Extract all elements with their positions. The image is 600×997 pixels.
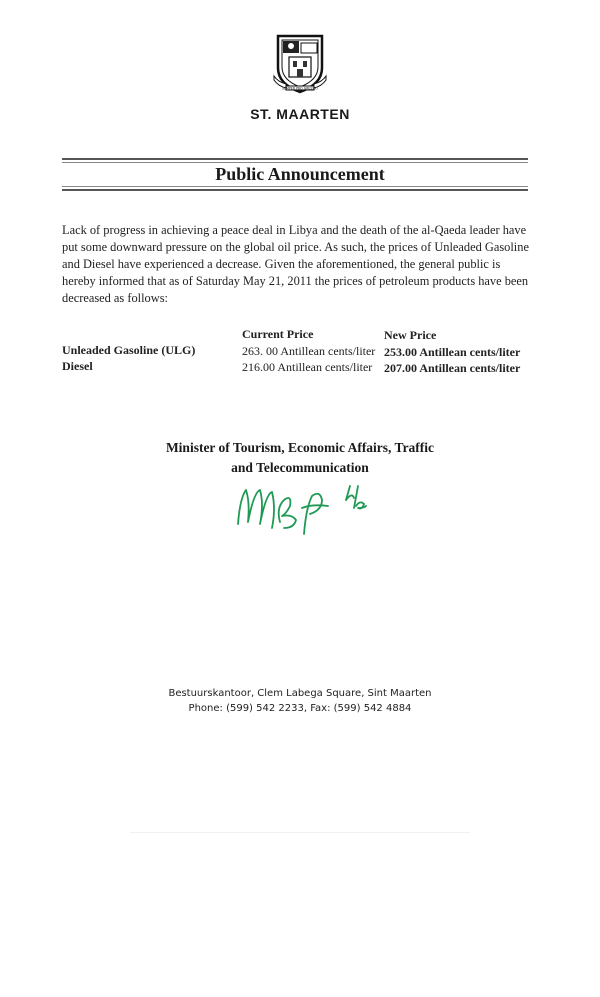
page-title: Public Announcement (215, 164, 385, 184)
current-price-value: 216.00 Antillean cents/liter (242, 360, 373, 374)
product-name: Unleaded Gasoline (ULG) (62, 343, 196, 357)
footer-address: Bestuurskantoor, Clem Labega Square, Sint Maarten (168, 688, 432, 699)
signatory-title (0, 438, 600, 478)
current-price-header: Current Price (242, 327, 314, 341)
signatory-line-1: Minister of Tourism, Economic Affairs, Traffic (165, 440, 435, 455)
title-rule-bottom (62, 189, 528, 191)
title-rule-top-thin (62, 162, 528, 163)
announcement-paragraph: Lack of progress in achieving a peace deal in Libya and the death of the al-Qaeda leader have put some downward pressure on the global oil price. As such, the prices of Unleaded Gasoline and Diesel have experienced a decrease. Given the aforementioned, the general public is hereby informed that as of Saturday May 21, 2011 the prices of petroleum products have been decreased as follows: (62, 223, 529, 305)
new-price-header: New Price (384, 328, 437, 342)
new-price-value: 207.00 Antillean cents/liter (384, 361, 521, 375)
footer (0, 686, 600, 716)
handwritten-signature (232, 478, 372, 538)
signatory-line-2: and Telecommunication (231, 460, 369, 475)
footer-contact: Phone: (599) 542 2233, Fax: (599) 542 4884 (188, 703, 412, 714)
title-rule-bottom-thin (62, 186, 528, 187)
seal-motto: SEMPER PRO GRESSIO (282, 86, 318, 91)
coat-of-arms-seal (272, 30, 328, 96)
new-price-value: 253.00 Antillean cents/liter (384, 345, 521, 359)
product-name: Diesel (62, 359, 93, 373)
current-price-value: 263. 00 Antillean cents/liter (242, 344, 376, 358)
page-divider (130, 832, 470, 833)
title-rule-top (62, 158, 528, 160)
organization-name: ST. MAARTEN (250, 106, 350, 122)
